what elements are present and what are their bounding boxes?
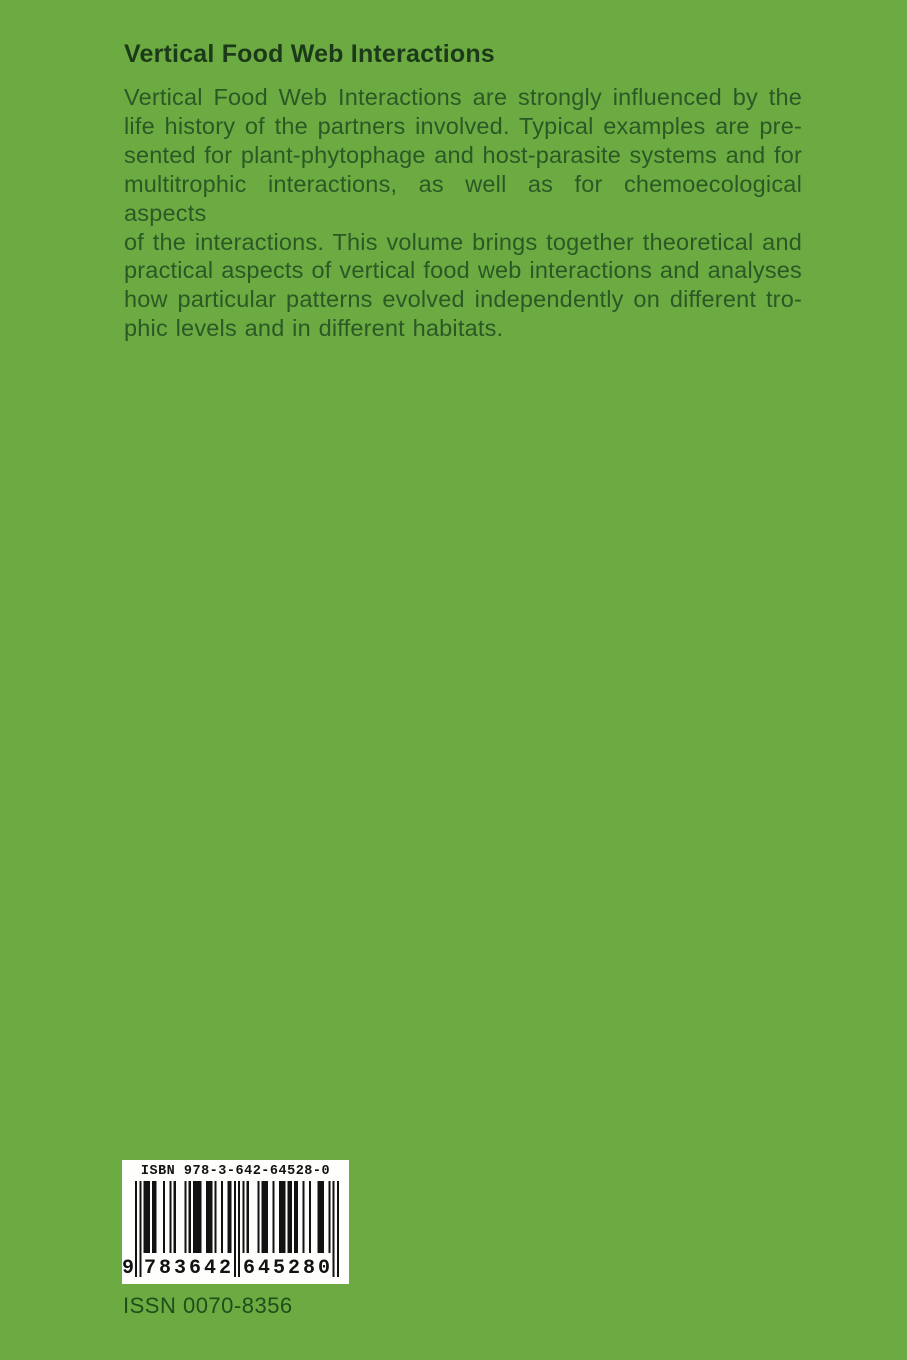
barcode-digit-group1: 783642 — [144, 1257, 235, 1280]
blurb-line: life history of the partners involved. Typical examples are pre- — [124, 112, 802, 139]
blurb-line: of the interactions. This volume brings together theoretical and — [124, 228, 802, 255]
blurb-line: how particular patterns evolved independently on different tro- — [124, 286, 802, 313]
barcode-digit-first: 9 — [122, 1257, 138, 1280]
blurb-block — [124, 40, 802, 343]
blurb-line: Vertical Food Web Interactions are strongly influenced by the — [124, 84, 802, 110]
blurb-line: sented for plant-phytophage and host-parasite systems and for — [124, 141, 802, 168]
blurb-paragraph — [124, 83, 802, 343]
issn-label: ISSN 0070-8356 — [123, 1293, 293, 1318]
barcode-panel — [122, 1160, 349, 1284]
blurb-line: practical aspects of vertical food web interactions and analyses — [124, 257, 802, 284]
ean13-barcode — [122, 1181, 339, 1281]
blurb-line: phic levels and in different habitats. — [124, 315, 504, 342]
isbn-label: ISBN 978-3-642-64528-0 — [140, 1164, 331, 1179]
blurb-line: multitrophic interactions, as well as for chemoecological aspects — [124, 170, 802, 226]
book-title: Vertical Food Web Interactions — [124, 40, 495, 68]
barcode-digit-group2: 645280 — [243, 1257, 334, 1280]
